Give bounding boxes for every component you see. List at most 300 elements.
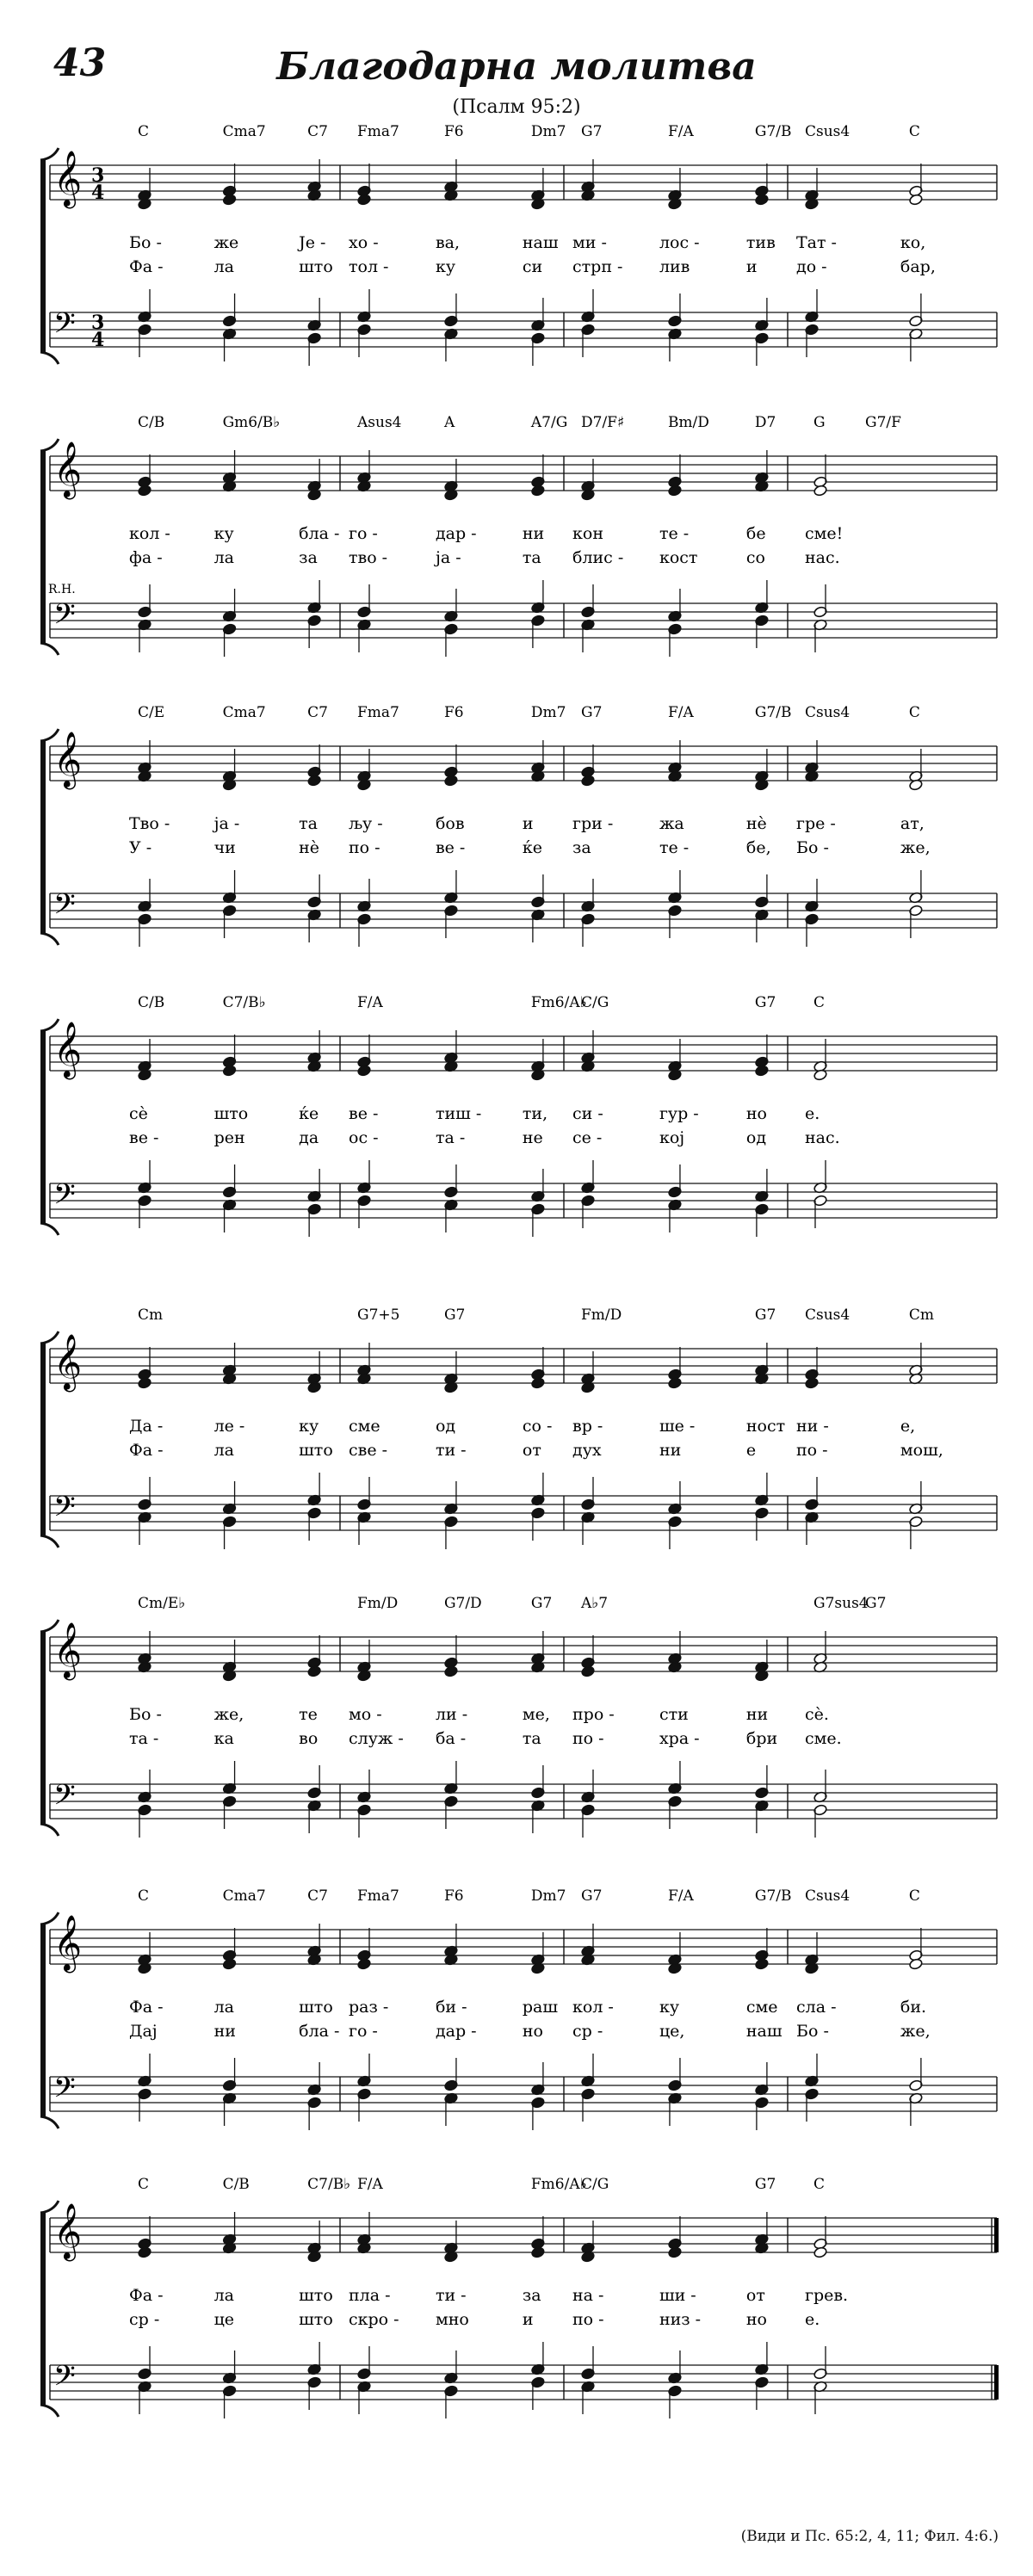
lyric-verse-1: ни — [522, 524, 545, 543]
lyric-verse-1: вр - — [572, 1417, 603, 1436]
chord-symbol: Csus4 — [805, 1307, 851, 1324]
lyric-verse-1: со - — [522, 1417, 553, 1436]
chord-symbol: D7 — [754, 414, 776, 431]
lyric-verse-2: Бо - — [796, 2022, 829, 2041]
lyric-verse-1: те - — [659, 524, 690, 543]
chord-symbol: Fm6/A♭ — [530, 994, 587, 1011]
treble-note — [138, 485, 152, 497]
chord-symbol: A7/G — [530, 414, 568, 431]
lyric-verse-2: ни — [213, 2022, 236, 2041]
time-signature-numerator: 3 — [91, 312, 105, 334]
lyric-verse-2: све - — [349, 1441, 388, 1460]
lyric-verse-1: го - — [349, 524, 378, 543]
chord-symbol: C/E — [138, 704, 165, 721]
lyric-verse-2: тво - — [349, 548, 388, 567]
chord-symbol: G7 — [530, 1595, 553, 1612]
lyric-verse-1: ше - — [659, 1417, 696, 1436]
lyric-verse-2: бе, — [745, 838, 771, 857]
lyric-verse-2: бар, — [900, 257, 936, 276]
lyric-verse-1: ни — [745, 1705, 769, 1724]
bass-clef-icon: 𝄢 — [53, 307, 76, 347]
lyric-verse-1: тив — [745, 233, 776, 252]
lyric-verse-2: нас. — [805, 548, 840, 567]
lyric-verse-2: по - — [572, 2310, 604, 2329]
treble-note — [909, 1958, 924, 1970]
chord-symbol: G7 — [754, 1307, 776, 1324]
lyric-verse-2: за — [299, 548, 318, 567]
chord-symbol: Bm/D — [667, 414, 709, 431]
lyric-verse-1: ти - — [435, 2286, 467, 2305]
lyric-verse-1: ти, — [522, 1104, 548, 1123]
chord-symbol: Cma7 — [222, 1887, 266, 1905]
chord-symbol: Cm — [908, 1307, 935, 1324]
lyric-verse-1: ку — [299, 1417, 319, 1436]
lyric-verse-2: ка — [213, 1729, 234, 1748]
lyric-verse-2: сме. — [805, 1729, 842, 1748]
lyric-verse-2: нè — [299, 838, 320, 857]
lyric-verse-1: ла — [213, 2286, 234, 2305]
lyric-verse-1: ла — [213, 1998, 234, 2017]
treble-note — [668, 2246, 683, 2258]
lyric-verse-1: Бо - — [129, 1705, 162, 1724]
lyric-verse-2: но — [745, 2310, 768, 2329]
chord-symbol: F/A — [357, 994, 383, 1011]
lyric-verse-1: Бо - — [129, 233, 162, 252]
lyric-verse-2: мно — [435, 2310, 469, 2329]
lyric-verse-1: Је - — [299, 233, 326, 252]
time-signature-denominator: 4 — [91, 182, 105, 204]
lyric-verse-2: ср - — [129, 2310, 160, 2329]
lyric-verse-1: ва, — [435, 233, 461, 252]
lyric-verse-2: бри — [745, 1729, 778, 1748]
chord-symbol: C — [908, 1887, 920, 1905]
lyric-verse-1: Тво - — [129, 814, 170, 833]
lyric-verse-1: та — [299, 814, 318, 833]
treble-note — [755, 1958, 770, 1970]
lyric-verse-2: по - — [796, 1441, 828, 1460]
treble-note — [668, 485, 683, 497]
bracket-bottom-hook — [40, 933, 59, 945]
treble-clef-icon: 𝄞 — [53, 1915, 83, 1971]
lyric-verse-2: чи — [213, 838, 236, 857]
lyric-verse-1: дар - — [435, 524, 477, 543]
lyric-verse-1: Фа - — [129, 2286, 164, 2305]
chord-symbol: C7/B♭ — [307, 2176, 351, 2193]
lyric-verse-1: што — [299, 1998, 333, 2017]
lyric-verse-2: по - — [572, 1729, 604, 1748]
lyric-verse-2: фа - — [129, 548, 163, 567]
chord-symbol: Fma7 — [357, 123, 399, 140]
chord-symbol: G — [813, 414, 826, 431]
time-signature-numerator: 3 — [91, 164, 105, 187]
lyric-verse-2: мош, — [900, 1441, 943, 1460]
lyric-verse-2: ла — [213, 548, 234, 567]
chord-symbol: C — [908, 704, 920, 721]
chord-symbol: C7/B♭ — [222, 994, 266, 1011]
lyric-verse-1: раш — [522, 1998, 559, 2017]
chord-symbol: Dm7 — [530, 1887, 566, 1905]
lyric-verse-1: мо - — [349, 1705, 382, 1724]
chord-symbol: G7 — [581, 1887, 603, 1905]
chord-symbol: Csus4 — [805, 704, 851, 721]
chord-symbol: C — [138, 2176, 150, 2193]
lyric-verse-1: сме — [349, 1417, 380, 1436]
chord-symbol: C7 — [307, 1887, 328, 1905]
lyric-verse-2: и — [745, 257, 758, 276]
lyric-verse-2: наш — [745, 2022, 782, 2041]
chord-symbol: G7/B — [754, 1887, 792, 1905]
chord-symbol: D7/F♯ — [581, 414, 625, 431]
lyric-verse-1: от — [745, 2286, 765, 2305]
chord-symbol: C — [908, 123, 920, 140]
lyric-verse-2: ве - — [129, 1128, 159, 1147]
chord-symbol: C — [813, 994, 826, 1011]
chord-symbol: C — [138, 1887, 150, 1905]
lyric-verse-1: Да - — [129, 1417, 164, 1436]
lyric-verse-2: си — [522, 257, 543, 276]
treble-clef-icon: 𝄞 — [53, 1022, 83, 1078]
treble-note — [813, 485, 828, 497]
lyric-verse-2: ку — [435, 257, 456, 276]
lyric-verse-2: лив — [659, 257, 690, 276]
chord-symbol: G7sus4 — [813, 1595, 869, 1612]
lyric-verse-1: е. — [805, 1104, 820, 1123]
chord-symbol: Fm6/A♭ — [530, 2176, 587, 2193]
final-barline-thick — [994, 2218, 999, 2252]
treble-clef-icon: 𝄞 — [53, 1334, 83, 1390]
treble-note — [222, 1958, 237, 1970]
treble-note — [444, 1665, 459, 1677]
treble-note — [531, 2246, 546, 2258]
chord-symbol: A — [443, 414, 455, 431]
lyric-verse-1: же, — [213, 1705, 244, 1724]
hymn-title: Благодарна молитва — [276, 45, 757, 89]
treble-note — [307, 1665, 322, 1677]
treble-note — [909, 194, 924, 206]
lyric-verse-2: ја - — [435, 548, 461, 567]
lyric-verse-1: би - — [435, 1998, 467, 2017]
lyric-verse-1: ност — [745, 1417, 786, 1436]
treble-note — [531, 485, 546, 497]
lyric-verse-1: Тат - — [796, 233, 837, 252]
chord-symbol: G7/F — [865, 414, 901, 431]
lyric-verse-1: би. — [900, 1998, 927, 2017]
lyric-verse-2: за — [572, 838, 591, 857]
treble-clef-icon: 𝄞 — [53, 151, 83, 207]
lyric-verse-1: е, — [900, 1417, 916, 1436]
lyric-verse-2: од — [745, 1128, 767, 1147]
lyric-verse-2: нас. — [805, 1128, 840, 1147]
chord-symbol: C — [813, 2176, 826, 2193]
treble-note — [531, 1377, 546, 1389]
lyric-verse-1: те — [299, 1705, 318, 1724]
lyric-verse-2: дух — [572, 1441, 602, 1460]
chord-symbol: Fma7 — [357, 1887, 399, 1905]
chord-symbol: G7 — [865, 1595, 887, 1612]
lyric-verse-2: во — [299, 1729, 319, 1748]
lyric-verse-1: пла - — [349, 2286, 391, 2305]
lyric-verse-2: Бо - — [796, 838, 829, 857]
lyric-verse-2: тол - — [349, 257, 389, 276]
lyric-verse-2: ла — [213, 257, 234, 276]
treble-note — [805, 1377, 820, 1389]
chord-symbol: G7/B — [754, 123, 792, 140]
bass-clef-icon: 𝄢 — [53, 598, 76, 638]
chord-symbol: F/A — [357, 2176, 383, 2193]
chord-symbol: Cma7 — [222, 123, 266, 140]
lyric-verse-1: сè — [129, 1104, 148, 1123]
lyric-verse-1: ши - — [659, 2286, 696, 2305]
lyric-verse-1: про - — [572, 1705, 615, 1724]
lyric-verse-2: та - — [129, 1729, 159, 1748]
lyric-verse-1: ат, — [900, 814, 925, 833]
lyric-verse-1: ни - — [796, 1417, 829, 1436]
treble-clef-icon: 𝄞 — [53, 442, 83, 497]
lyric-verse-1: гур - — [659, 1104, 699, 1123]
treble-note — [755, 1065, 770, 1077]
bass-clef-icon: 𝄢 — [53, 888, 76, 928]
lyric-verse-2: скро - — [349, 2310, 399, 2329]
treble-note — [581, 1665, 596, 1677]
chord-symbol: Gm6/B♭ — [222, 414, 281, 431]
lyric-verse-1: сме! — [805, 524, 844, 543]
bass-clef-icon: 𝄢 — [53, 1491, 76, 1530]
treble-note — [307, 775, 322, 787]
lyric-verse-2: та — [522, 548, 541, 567]
lyric-verse-1: Фа - — [129, 1998, 164, 2017]
lyric-verse-2: ср - — [572, 2022, 603, 2041]
lyric-verse-1: ме, — [522, 1705, 550, 1724]
lyric-verse-1: раз - — [349, 1998, 389, 2017]
lyric-verse-2: от — [522, 1441, 541, 1460]
chord-symbol: C7 — [307, 123, 328, 140]
lyric-verse-1: што — [213, 1104, 249, 1123]
lyric-verse-1: на - — [572, 2286, 604, 2305]
lyric-verse-1: кол - — [129, 524, 170, 543]
bracket-bottom-hook — [40, 643, 59, 655]
bracket-bottom-hook — [40, 1535, 59, 1547]
chord-symbol: F6 — [443, 123, 464, 140]
lyric-verse-2: е. — [805, 2310, 820, 2329]
lyric-verse-2: це, — [659, 2022, 685, 2041]
bass-clef-icon: 𝄢 — [53, 2072, 76, 2111]
time-signature-denominator: 4 — [91, 329, 105, 351]
chord-symbol: C/B — [138, 414, 165, 431]
hymn-number: 43 — [53, 41, 107, 85]
hymn-reference: (Псалм 95:2) — [452, 96, 581, 118]
chord-symbol: Cm/E♭ — [138, 1595, 186, 1612]
lyric-verse-2: служ - — [349, 1729, 404, 1748]
treble-note — [222, 194, 237, 206]
lyric-verse-1: сла - — [796, 1998, 837, 2017]
lyric-verse-2: Фа - — [129, 1441, 164, 1460]
lyric-verse-1: што — [299, 2286, 333, 2305]
lyric-verse-2: со — [745, 548, 765, 567]
lyric-verse-1: гри - — [572, 814, 614, 833]
lyric-verse-1: наш — [522, 233, 559, 252]
chord-symbol: G7 — [443, 1307, 466, 1324]
lyric-verse-2: ос - — [349, 1128, 379, 1147]
lyric-verse-1: за — [522, 2286, 541, 2305]
lyric-verse-1: ку — [659, 1998, 680, 2017]
chord-symbol: Dm7 — [530, 123, 566, 140]
lyric-verse-2: ти - — [435, 1441, 467, 1460]
lyric-verse-2: кост — [659, 548, 698, 567]
chord-symbol: C/B — [222, 2176, 250, 2193]
lyric-verse-2: це — [213, 2310, 235, 2329]
lyric-verse-1: сме — [745, 1998, 778, 2017]
bracket-bottom-hook — [40, 2116, 59, 2128]
chord-symbol: G7/B — [754, 704, 792, 721]
lyric-verse-1: лос - — [659, 233, 700, 252]
chord-symbol: Cma7 — [222, 704, 266, 721]
chord-symbol: Fm/D — [357, 1595, 399, 1612]
treble-clef-icon: 𝄞 — [53, 1622, 83, 1678]
lyric-verse-2: ла — [213, 1441, 234, 1460]
treble-note — [813, 2246, 828, 2258]
treble-note — [357, 1958, 372, 1970]
chord-symbol: F/A — [667, 1887, 694, 1905]
chord-symbol: Fm/D — [581, 1307, 622, 1324]
chord-symbol: G7+5 — [357, 1307, 400, 1324]
lyric-verse-1: грев. — [805, 2286, 849, 2305]
treble-note — [668, 1377, 683, 1389]
chord-symbol: F/A — [667, 704, 694, 721]
chord-symbol: F/A — [667, 123, 694, 140]
lyric-verse-2: што — [299, 257, 333, 276]
lyric-verse-1: и — [522, 814, 534, 833]
lyric-verse-2: ќе — [522, 838, 543, 857]
rh-marker: R.H. — [48, 583, 76, 596]
chord-symbol: G7 — [581, 704, 603, 721]
lyric-verse-2: бла - — [299, 2022, 340, 2041]
bass-clef-icon: 𝄢 — [53, 1779, 76, 1819]
chord-symbol: G7 — [754, 994, 776, 1011]
lyric-verse-1: ли - — [435, 1705, 468, 1724]
lyric-verse-1: ми - — [572, 233, 607, 252]
lyric-verse-2: та — [522, 1729, 541, 1748]
bracket-bottom-hook — [40, 1824, 59, 1836]
bass-clef-icon: 𝄢 — [53, 1178, 76, 1218]
chord-symbol: G7/D — [443, 1595, 482, 1612]
lyric-verse-2: го - — [349, 2022, 378, 2041]
lyric-verse-1: хо - — [349, 233, 379, 252]
treble-note — [581, 775, 596, 787]
chord-symbol: Csus4 — [805, 123, 851, 140]
lyric-verse-1: сти — [659, 1705, 689, 1724]
chord-symbol: F6 — [443, 1887, 464, 1905]
chord-symbol: G7 — [754, 2176, 776, 2193]
lyric-verse-1: но — [745, 1104, 768, 1123]
lyric-verse-1: гре - — [796, 814, 836, 833]
chord-symbol: C/B — [138, 994, 165, 1011]
treble-note — [138, 1377, 152, 1389]
lyric-verse-2: што — [299, 2310, 333, 2329]
lyric-verse-1: бла - — [299, 524, 340, 543]
treble-clef-icon: 𝄞 — [53, 732, 83, 788]
chord-symbol: C/G — [581, 2176, 609, 2193]
chord-symbol: Cm — [138, 1307, 164, 1324]
lyric-verse-2: по - — [349, 838, 380, 857]
treble-note — [755, 194, 770, 206]
bass-clef-icon: 𝄢 — [53, 2360, 76, 2400]
lyric-verse-1: бов — [435, 814, 465, 833]
footer-references: (Види и Пс. 65:2, 4, 11; Фил. 4:6.) — [740, 2528, 999, 2545]
lyric-verse-2: е — [745, 1441, 757, 1460]
lyric-verse-2: до - — [796, 257, 827, 276]
lyric-verse-2: же, — [900, 838, 931, 857]
chord-symbol: F6 — [443, 704, 464, 721]
chord-symbol: Asus4 — [357, 414, 402, 431]
final-barline-thick — [994, 2365, 999, 2400]
lyric-verse-1: ја - — [213, 814, 240, 833]
lyric-verse-2: ни — [659, 1441, 682, 1460]
lyric-verse-1: кол - — [572, 1998, 614, 2017]
lyric-verse-1: жа — [659, 814, 684, 833]
lyric-verse-2: Фа - — [129, 257, 164, 276]
chord-symbol: G7 — [581, 123, 603, 140]
lyric-verse-2: те - — [659, 838, 690, 857]
lyric-verse-1: ку — [213, 524, 234, 543]
lyric-verse-1: ве - — [349, 1104, 379, 1123]
lyric-verse-2: да — [299, 1128, 319, 1147]
lyric-verse-2: се - — [572, 1128, 603, 1147]
chord-symbol: A♭7 — [581, 1595, 609, 1612]
chord-symbol: C/G — [581, 994, 609, 1011]
treble-note — [222, 1065, 237, 1077]
chord-symbol: C7 — [307, 704, 328, 721]
lyric-verse-2: стрп - — [572, 257, 623, 276]
lyric-verse-1: од — [435, 1417, 456, 1436]
lyric-verse-2: рен — [213, 1128, 245, 1147]
lyric-verse-2: кој — [659, 1128, 685, 1147]
chord-symbol: C — [138, 123, 150, 140]
chord-symbol: Fma7 — [357, 704, 399, 721]
bracket-bottom-hook — [40, 2405, 59, 2417]
lyric-verse-2: дар - — [435, 2022, 477, 2041]
treble-clef-icon: 𝄞 — [53, 2203, 83, 2259]
treble-note — [444, 775, 459, 787]
lyric-verse-1: ќе — [299, 1104, 319, 1123]
lyric-verse-2: ба - — [435, 1729, 467, 1748]
lyric-verse-1: тиш - — [435, 1104, 482, 1123]
lyric-verse-1: же — [213, 233, 239, 252]
lyric-verse-2: не — [522, 1128, 543, 1147]
lyric-verse-2: но — [522, 2022, 544, 2041]
bracket-bottom-hook — [40, 1223, 59, 1235]
lyric-verse-1: кон — [572, 524, 603, 543]
lyric-verse-1: бе — [745, 524, 766, 543]
lyric-verse-1: ле - — [213, 1417, 245, 1436]
lyric-verse-2: низ - — [659, 2310, 702, 2329]
lyric-verse-2: Дај — [129, 2022, 158, 2041]
lyric-verse-2: блис - — [572, 548, 624, 567]
chord-symbol: Csus4 — [805, 1887, 851, 1905]
lyric-verse-2: же, — [900, 2022, 931, 2041]
lyric-verse-2: У - — [129, 838, 152, 857]
treble-note — [357, 1065, 372, 1077]
treble-note — [357, 194, 372, 206]
treble-note — [138, 2246, 152, 2258]
lyric-verse-1: нè — [745, 814, 767, 833]
lyric-verse-2: хра - — [659, 1729, 700, 1748]
lyric-verse-1: ко, — [900, 233, 926, 252]
bracket-bottom-hook — [40, 352, 59, 364]
lyric-verse-2: та - — [435, 1128, 466, 1147]
lyric-verse-2: што — [299, 1441, 333, 1460]
chord-symbol: Dm7 — [530, 704, 566, 721]
lyric-verse-1: сè. — [805, 1705, 829, 1724]
